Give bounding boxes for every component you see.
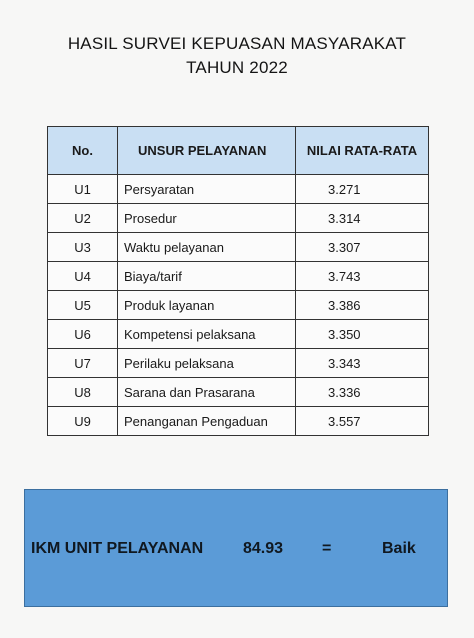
cell-no: U1 xyxy=(48,175,118,204)
cell-unsur: Kompetensi pelaksana xyxy=(118,320,296,349)
cell-unsur: Perilaku pelaksana xyxy=(118,349,296,378)
cell-unsur: Biaya/tarif xyxy=(118,262,296,291)
table-row xyxy=(48,233,429,262)
cell-nilai: 3.307 xyxy=(296,233,429,262)
table-row xyxy=(48,204,429,233)
cell-no: U3 xyxy=(48,233,118,262)
column-header-no: No. xyxy=(48,127,118,175)
cell-nilai: 3.557 xyxy=(296,407,429,436)
cell-no: U7 xyxy=(48,349,118,378)
cell-unsur: Prosedur xyxy=(118,204,296,233)
ikm-label: IKM UNIT PELAYANAN xyxy=(31,540,204,557)
cell-unsur: Waktu pelayanan xyxy=(118,233,296,262)
equals-sign: = xyxy=(322,540,332,557)
cell-nilai: 3.350 xyxy=(296,320,429,349)
ikm-score: 84.93 xyxy=(243,540,284,557)
table-row xyxy=(48,349,429,378)
cell-nilai: 3.336 xyxy=(296,378,429,407)
ikm-summary-box xyxy=(24,489,448,607)
column-header-nilai: NILAI RATA-RATA xyxy=(296,127,429,175)
cell-unsur: Penanganan Pengaduan xyxy=(118,407,296,436)
page-title: HASIL SURVEI KEPUASAN MASYARAKAT xyxy=(67,34,407,53)
table-row xyxy=(48,175,429,204)
cell-no: U5 xyxy=(48,291,118,320)
ikm-grade: Baik xyxy=(382,540,416,557)
table-row xyxy=(48,291,429,320)
cell-unsur: Sarana dan Prasarana xyxy=(118,378,296,407)
table-body xyxy=(48,175,429,436)
table-row xyxy=(48,378,429,407)
cell-no: U4 xyxy=(48,262,118,291)
cell-no: U6 xyxy=(48,320,118,349)
table-row xyxy=(48,262,429,291)
table-header xyxy=(48,127,429,175)
table-row xyxy=(48,407,429,436)
cell-no: U8 xyxy=(48,378,118,407)
survey-results-table xyxy=(47,126,429,436)
cell-nilai: 3.271 xyxy=(296,175,429,204)
cell-nilai: 3.386 xyxy=(296,291,429,320)
table-row xyxy=(48,320,429,349)
cell-nilai: 3.343 xyxy=(296,349,429,378)
cell-no: U2 xyxy=(48,204,118,233)
cell-unsur: Produk layanan xyxy=(118,291,296,320)
cell-nilai: 3.743 xyxy=(296,262,429,291)
cell-nilai: 3.314 xyxy=(296,204,429,233)
column-header-unsur: UNSUR PELAYANAN xyxy=(118,127,296,175)
cell-unsur: Persyaratan xyxy=(118,175,296,204)
table-header-row xyxy=(48,127,429,175)
page-subtitle-year: TAHUN 2022 xyxy=(186,58,288,77)
cell-no: U9 xyxy=(48,407,118,436)
